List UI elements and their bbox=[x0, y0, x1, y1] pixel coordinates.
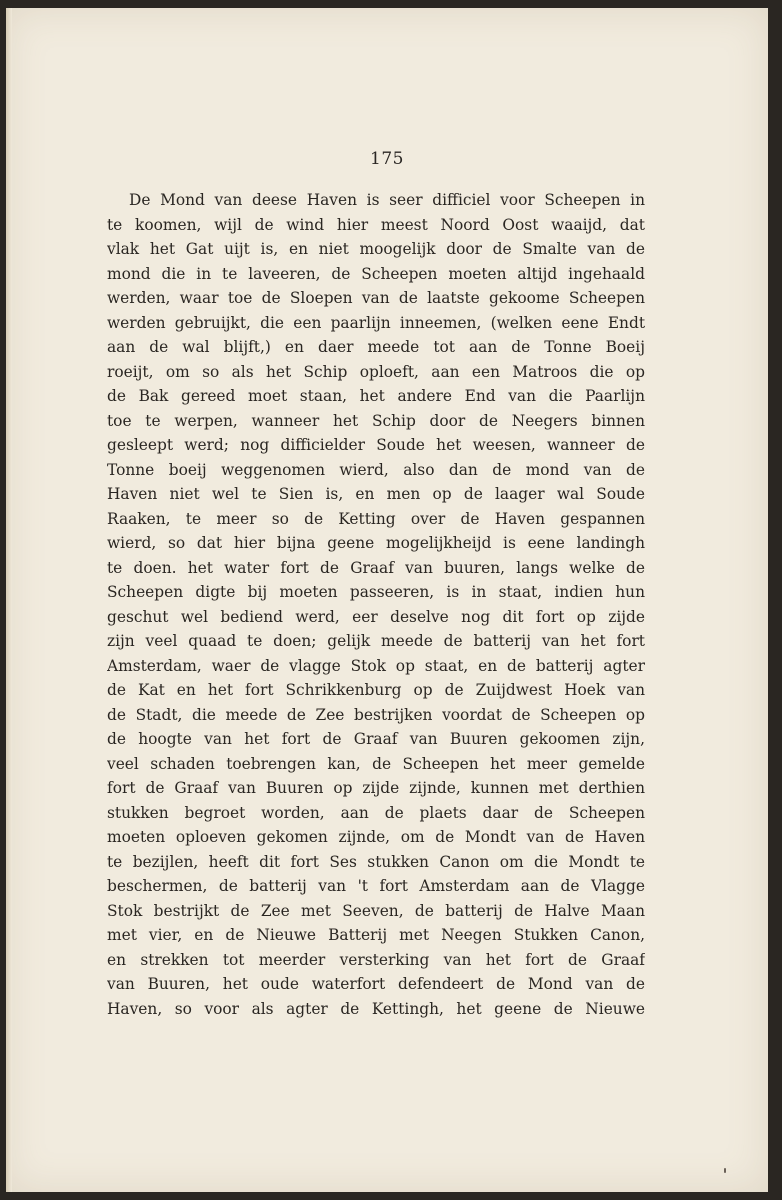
text-line: zijn veel quaad te doen; gelijk meede de batterij van het fort bbox=[107, 632, 645, 650]
paper-speck bbox=[724, 1168, 726, 1173]
text-line: van Buuren, het oude waterfort defendeert de Mond van de bbox=[107, 975, 645, 993]
text-line: en strekken tot meerder versterking van het fort de Graaf bbox=[107, 950, 645, 969]
text-line: mond die in te laveeren, de Scheepen moeten altijd ingehaald bbox=[107, 264, 645, 283]
text-line: werden, waar toe de Sloepen van de laatste gekoome Scheepen bbox=[107, 289, 645, 307]
text-line: toe te werpen, wanneer het Schip door de Neegers binnen bbox=[107, 411, 645, 430]
text-line: stukken begroet worden, aan de plaets daar de Scheepen bbox=[107, 803, 645, 822]
text-line: gesleept werd; nog difficielder Soude het weesen, wanneer de bbox=[107, 436, 645, 454]
text-line: fort de Graaf van Buuren op zijde zijnde, kunnen met derthien bbox=[107, 779, 645, 797]
text-line: te koomen, wijl de wind hier meest Noord Oost waaijd, dat bbox=[107, 215, 645, 234]
text-line: Haven, so voor als agter de Kettingh, het geene de Nieuwe bbox=[107, 999, 645, 1018]
text-line: Haven niet wel te Sien is, en men op de laager wal Soude bbox=[107, 485, 645, 503]
text-line: aan de wal blijft,) en daer meede tot aan de Tonne Boeij bbox=[107, 338, 645, 356]
text-line: Amsterdam, waer de vlagge Stok op staat, en de batterij agter bbox=[107, 656, 645, 675]
text-line: werden gebruijkt, die een paarlijn inneemen, (welken eene Endt bbox=[107, 313, 645, 332]
text-line: Raaken, te meer so de Ketting over de Haven gespannen bbox=[107, 509, 645, 528]
text-line: beschermen, de batterij van 't fort Amsterdam aan de Vlagge bbox=[107, 877, 645, 895]
page-gutter-edge bbox=[6, 8, 12, 1192]
text-line: de Bak gereed moet staan, het andere End van die Paarlijn bbox=[107, 387, 645, 405]
text-line: Stok bestrijkt de Zee met Seeven, de batterij de Halve Maan bbox=[107, 901, 645, 920]
text-line: met vier, en de Nieuwe Batterij met Neegen Stukken Canon, bbox=[107, 926, 645, 944]
text-line: wierd, so dat hier bijna geene mogelijkheijd is eene landingh bbox=[107, 534, 645, 552]
text-line: moeten oploeven gekomen zijnde, om de Mondt van de Haven bbox=[107, 828, 645, 846]
body-text bbox=[107, 188, 645, 1021]
text-line: Scheepen digte bij moeten passeeren, is in staat, indien hun bbox=[107, 583, 645, 601]
text-line: te doen. het water fort de Graaf van buuren, langs welke de bbox=[107, 558, 645, 577]
text-line: de Kat en het fort Schrikkenburg op de Zuijdwest Hoek van bbox=[107, 681, 645, 699]
text-line: veel schaden toebrengen kan, de Scheepen het meer gemelde bbox=[107, 754, 645, 773]
text-line: de Stadt, die meede de Zee bestrijken voordat de Scheepen op bbox=[107, 705, 645, 724]
text-line: te bezijlen, heeft dit fort Ses stukken Canon om die Mondt te bbox=[107, 852, 645, 871]
text-line: geschut wel bediend werd, eer deselve nog dit fort op zijde bbox=[107, 607, 645, 626]
text-line: Tonne boeij weggenomen wierd, also dan de mond van de bbox=[107, 460, 645, 479]
text-line: De Mond van deese Haven is seer difficiel voor Scheepen in bbox=[129, 191, 645, 209]
text-line: vlak het Gat uijt is, en niet moogelijk door de Smalte van de bbox=[107, 240, 645, 258]
text-line: de hoogte van het fort de Graaf van Buuren gekoomen zijn, bbox=[107, 730, 645, 748]
book-page bbox=[6, 8, 768, 1192]
text-line: roeijt, om so als het Schip oploeft, aan een Matroos die op bbox=[107, 362, 645, 381]
page-number: 175 bbox=[370, 149, 404, 169]
